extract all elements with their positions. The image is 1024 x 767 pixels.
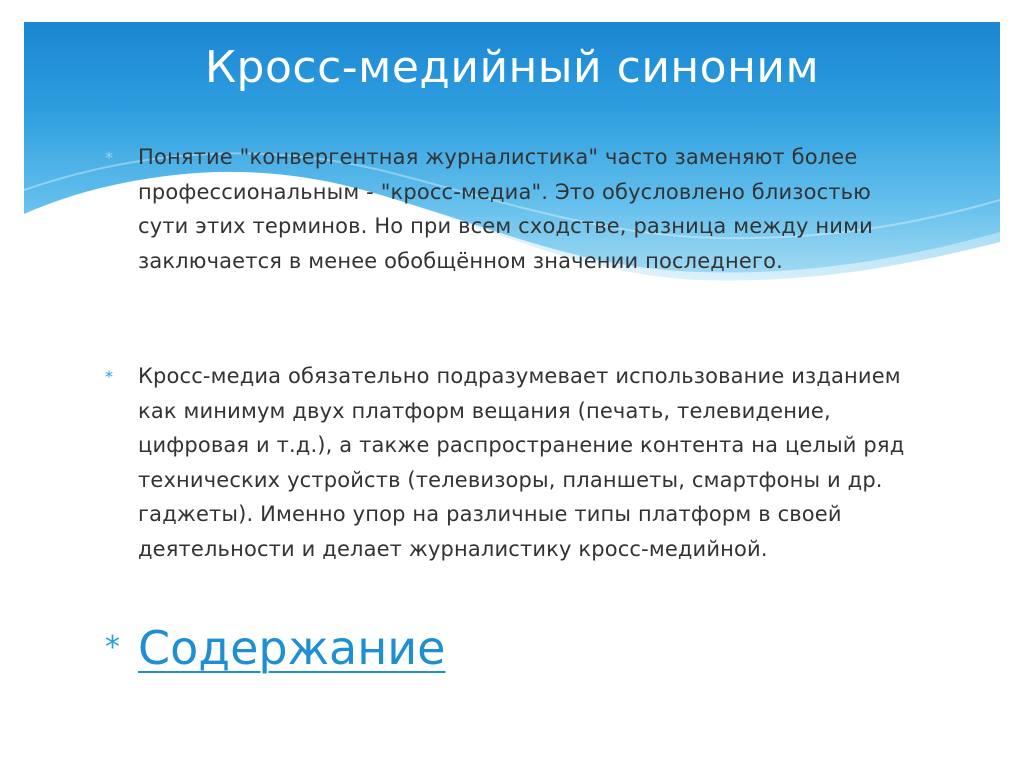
asterisk-bullet-icon: * xyxy=(105,148,113,167)
asterisk-bullet-icon: * xyxy=(105,630,120,665)
contents-link-row xyxy=(105,616,445,680)
bullet-text: Понятие "конвергентная журналистика" часто заменяют более профессиональным - "кросс-медиа". Это обусловлено близостью сути этих терминов. Но при всем сходстве, разница между ними заключается в менее обобщённом значении последнего. xyxy=(138,145,873,273)
asterisk-bullet-icon: * xyxy=(105,367,113,386)
bullet-text: Кросс-медиа обязательно подразумевает использование изданием как минимум двух платформ вещания (печать, телевидение, цифровая и т.д.), а также распространение контента на целый ряд технических устройств (телевизоры, планшеты, смартфоны и др. гаджеты). Именно упор на различные типы платформ в своей деятельности и делает журналистику кросс-медийной. xyxy=(138,364,905,561)
slide-title: Кросс-медийный синоним xyxy=(204,42,820,93)
bullet-item xyxy=(105,359,905,566)
bullet-item xyxy=(105,140,905,278)
contents-link[interactable]: Содержание xyxy=(138,621,446,675)
